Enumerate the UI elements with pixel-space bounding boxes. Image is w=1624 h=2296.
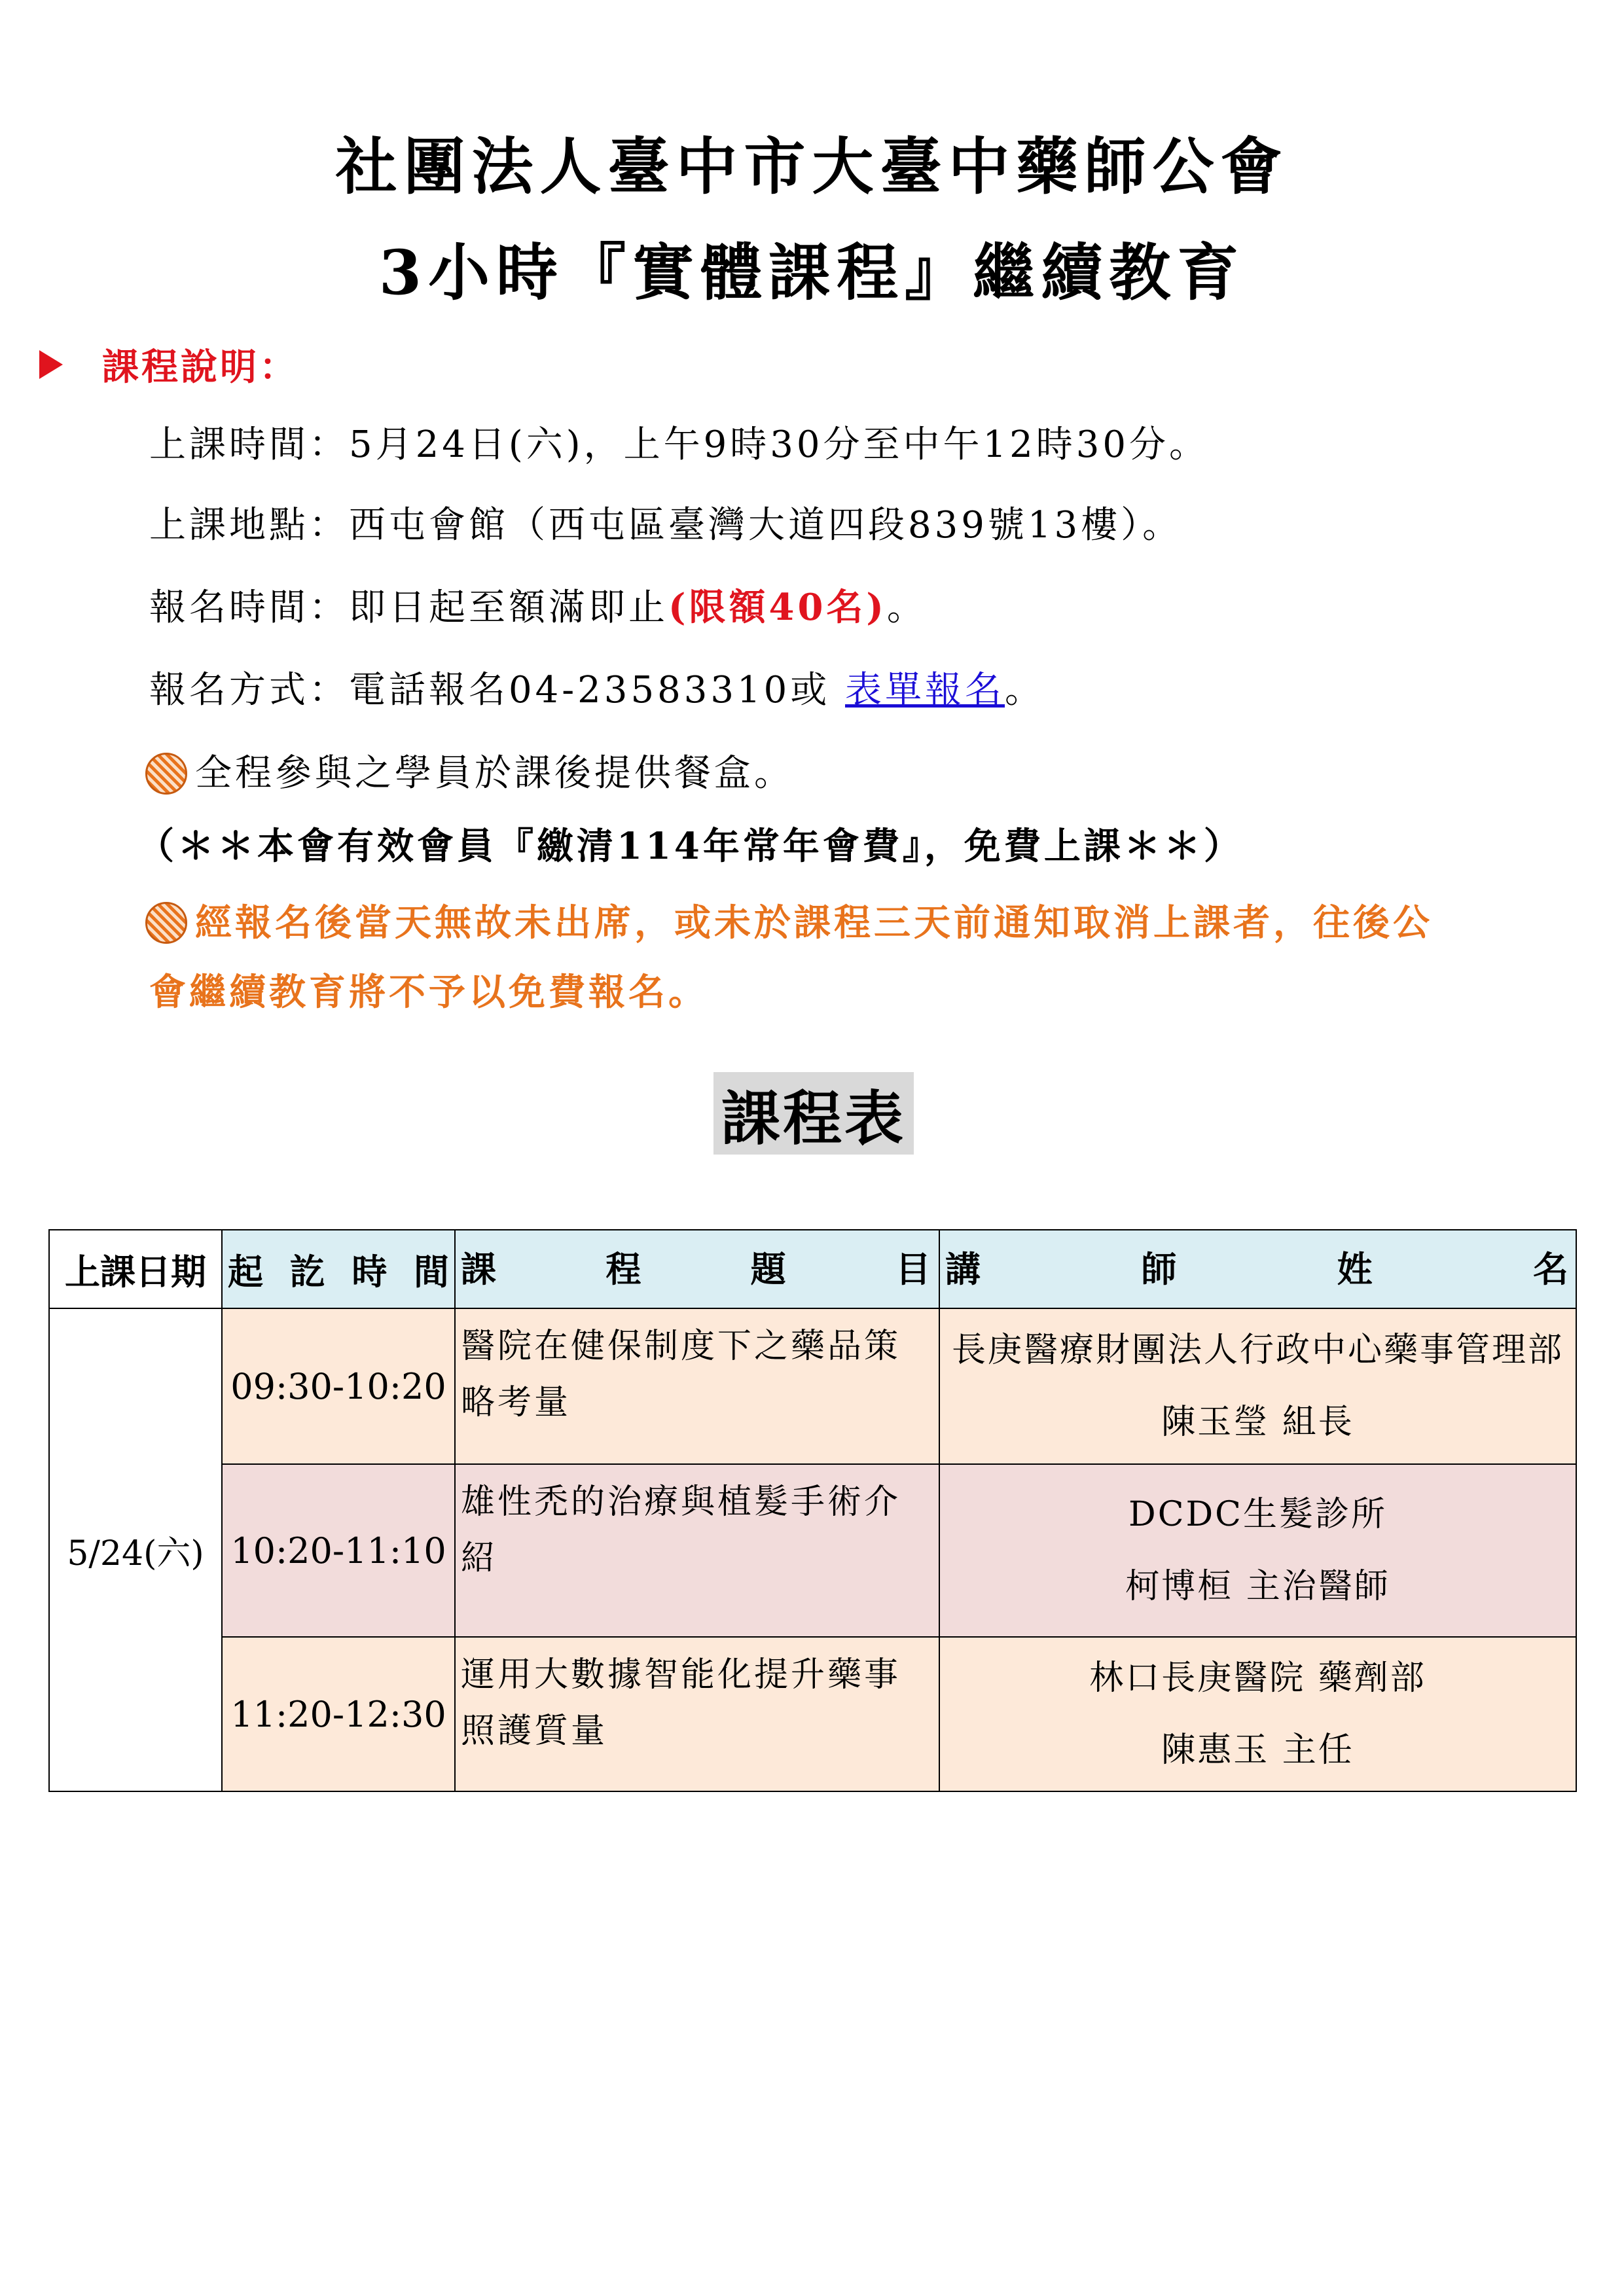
- signup-time-end: 。: [886, 586, 927, 629]
- schedule-title: 課程表: [713, 1072, 914, 1155]
- header-topic: [455, 1230, 939, 1308]
- header-time-char: 訖: [289, 1250, 325, 1293]
- session-time: 10:20-11:10: [222, 1464, 455, 1637]
- header-teacher-char: 名: [1532, 1248, 1570, 1290]
- class-place-label: 上課地點：: [149, 504, 349, 547]
- signup-time-label: 報名時間：: [149, 586, 349, 629]
- session-time: 11:20-12:30: [222, 1637, 455, 1791]
- course-info-heading-text: 課程說明：: [102, 346, 298, 389]
- header-teacher-char: 講: [945, 1248, 983, 1290]
- class-place-value: 西屯會館（西屯區臺灣大道四段839號13樓）。: [349, 504, 1183, 547]
- signup-method-line: [149, 669, 1045, 711]
- warning-line-1: 經報名後當天無故未出席，或未於課程三天前通知取消上課者，往後公: [195, 901, 1433, 944]
- table-row: [49, 1308, 1576, 1464]
- header-time-char: 間: [413, 1250, 449, 1293]
- table-header-row: [49, 1230, 1576, 1308]
- header-topic-char: 程: [605, 1248, 644, 1290]
- session-teacher: [939, 1464, 1576, 1637]
- session-teacher: [939, 1308, 1576, 1464]
- session-time: 09:30-10:20: [222, 1308, 455, 1464]
- signup-form-link[interactable]: 表單報名: [845, 669, 1005, 711]
- title-line-1: 社團法人臺中市大臺中藥師公會: [335, 131, 1289, 203]
- teacher-org: DCDC生髮診所: [1128, 1495, 1387, 1534]
- table-row: [49, 1464, 1576, 1637]
- hatched-circle-icon: [145, 902, 187, 944]
- teacher-name: 柯博桓 主治醫師: [1125, 1567, 1390, 1606]
- warning-note: [145, 902, 1433, 944]
- class-place-line: [149, 504, 1183, 547]
- header-time-char: 起: [228, 1250, 263, 1293]
- header-teacher-char: 姓: [1337, 1248, 1375, 1290]
- teacher-name: 陳玉瑩 組長: [1161, 1403, 1354, 1442]
- header-topic-char: 課: [461, 1248, 499, 1290]
- course-info-heading: [39, 342, 298, 387]
- header-teacher: [939, 1230, 1576, 1308]
- session-teacher: [939, 1637, 1576, 1791]
- class-time-line: [149, 423, 1209, 466]
- header-topic-char: 題: [750, 1248, 789, 1290]
- signup-time-value: 即日起至額滿即止: [349, 586, 668, 629]
- header-topic-char: 目: [895, 1248, 933, 1290]
- signup-method-label: 報名方式：: [149, 669, 349, 711]
- table-row: [49, 1637, 1576, 1791]
- header-time: [222, 1230, 455, 1308]
- warning-line-2: 會繼續教育將不予以免費報名。: [149, 971, 708, 1014]
- meal-note: [145, 753, 794, 795]
- header-date: 上課日期: [49, 1230, 222, 1308]
- header-teacher-char: 師: [1141, 1248, 1179, 1290]
- arrow-bullet-icon: [39, 350, 63, 379]
- session-topic: 運用大數據智能化提升藥事照護質量: [455, 1637, 939, 1791]
- schedule-table: [48, 1229, 1577, 1792]
- signup-limit: (限額40名): [668, 586, 887, 629]
- class-time-value: 5月24日(六)，上午9時30分至中午12時30分。: [349, 423, 1209, 466]
- meal-note-text: 全程參與之學員於課後提供餐盒。: [195, 752, 794, 795]
- hatched-circle-icon: [145, 753, 187, 795]
- session-topic: 醫院在健保制度下之藥品策略考量: [455, 1308, 939, 1464]
- header-time-char: 時: [352, 1250, 388, 1293]
- teacher-org: 林口長庚醫院 藥劑部: [1089, 1659, 1426, 1698]
- teacher-org: 長庚醫療財團法人行政中心藥事管理部: [951, 1331, 1564, 1370]
- signup-method-end: 。: [1005, 669, 1045, 711]
- member-note: （＊＊本會有效會員『繳清114年常年會費』，免費上課＊＊）: [137, 825, 1244, 868]
- signup-time-line: [149, 586, 927, 629]
- session-topic: 雄性禿的治療與植髮手術介紹: [455, 1464, 939, 1637]
- class-time-label: 上課時間：: [149, 423, 349, 466]
- title-line-2: 3小時『實體課程』繼續教育: [378, 237, 1246, 309]
- signup-method-value: 電話報名04-23583310或: [349, 669, 846, 711]
- session-date: 5/24(六): [49, 1308, 222, 1791]
- teacher-name: 陳惠玉 主任: [1161, 1731, 1354, 1770]
